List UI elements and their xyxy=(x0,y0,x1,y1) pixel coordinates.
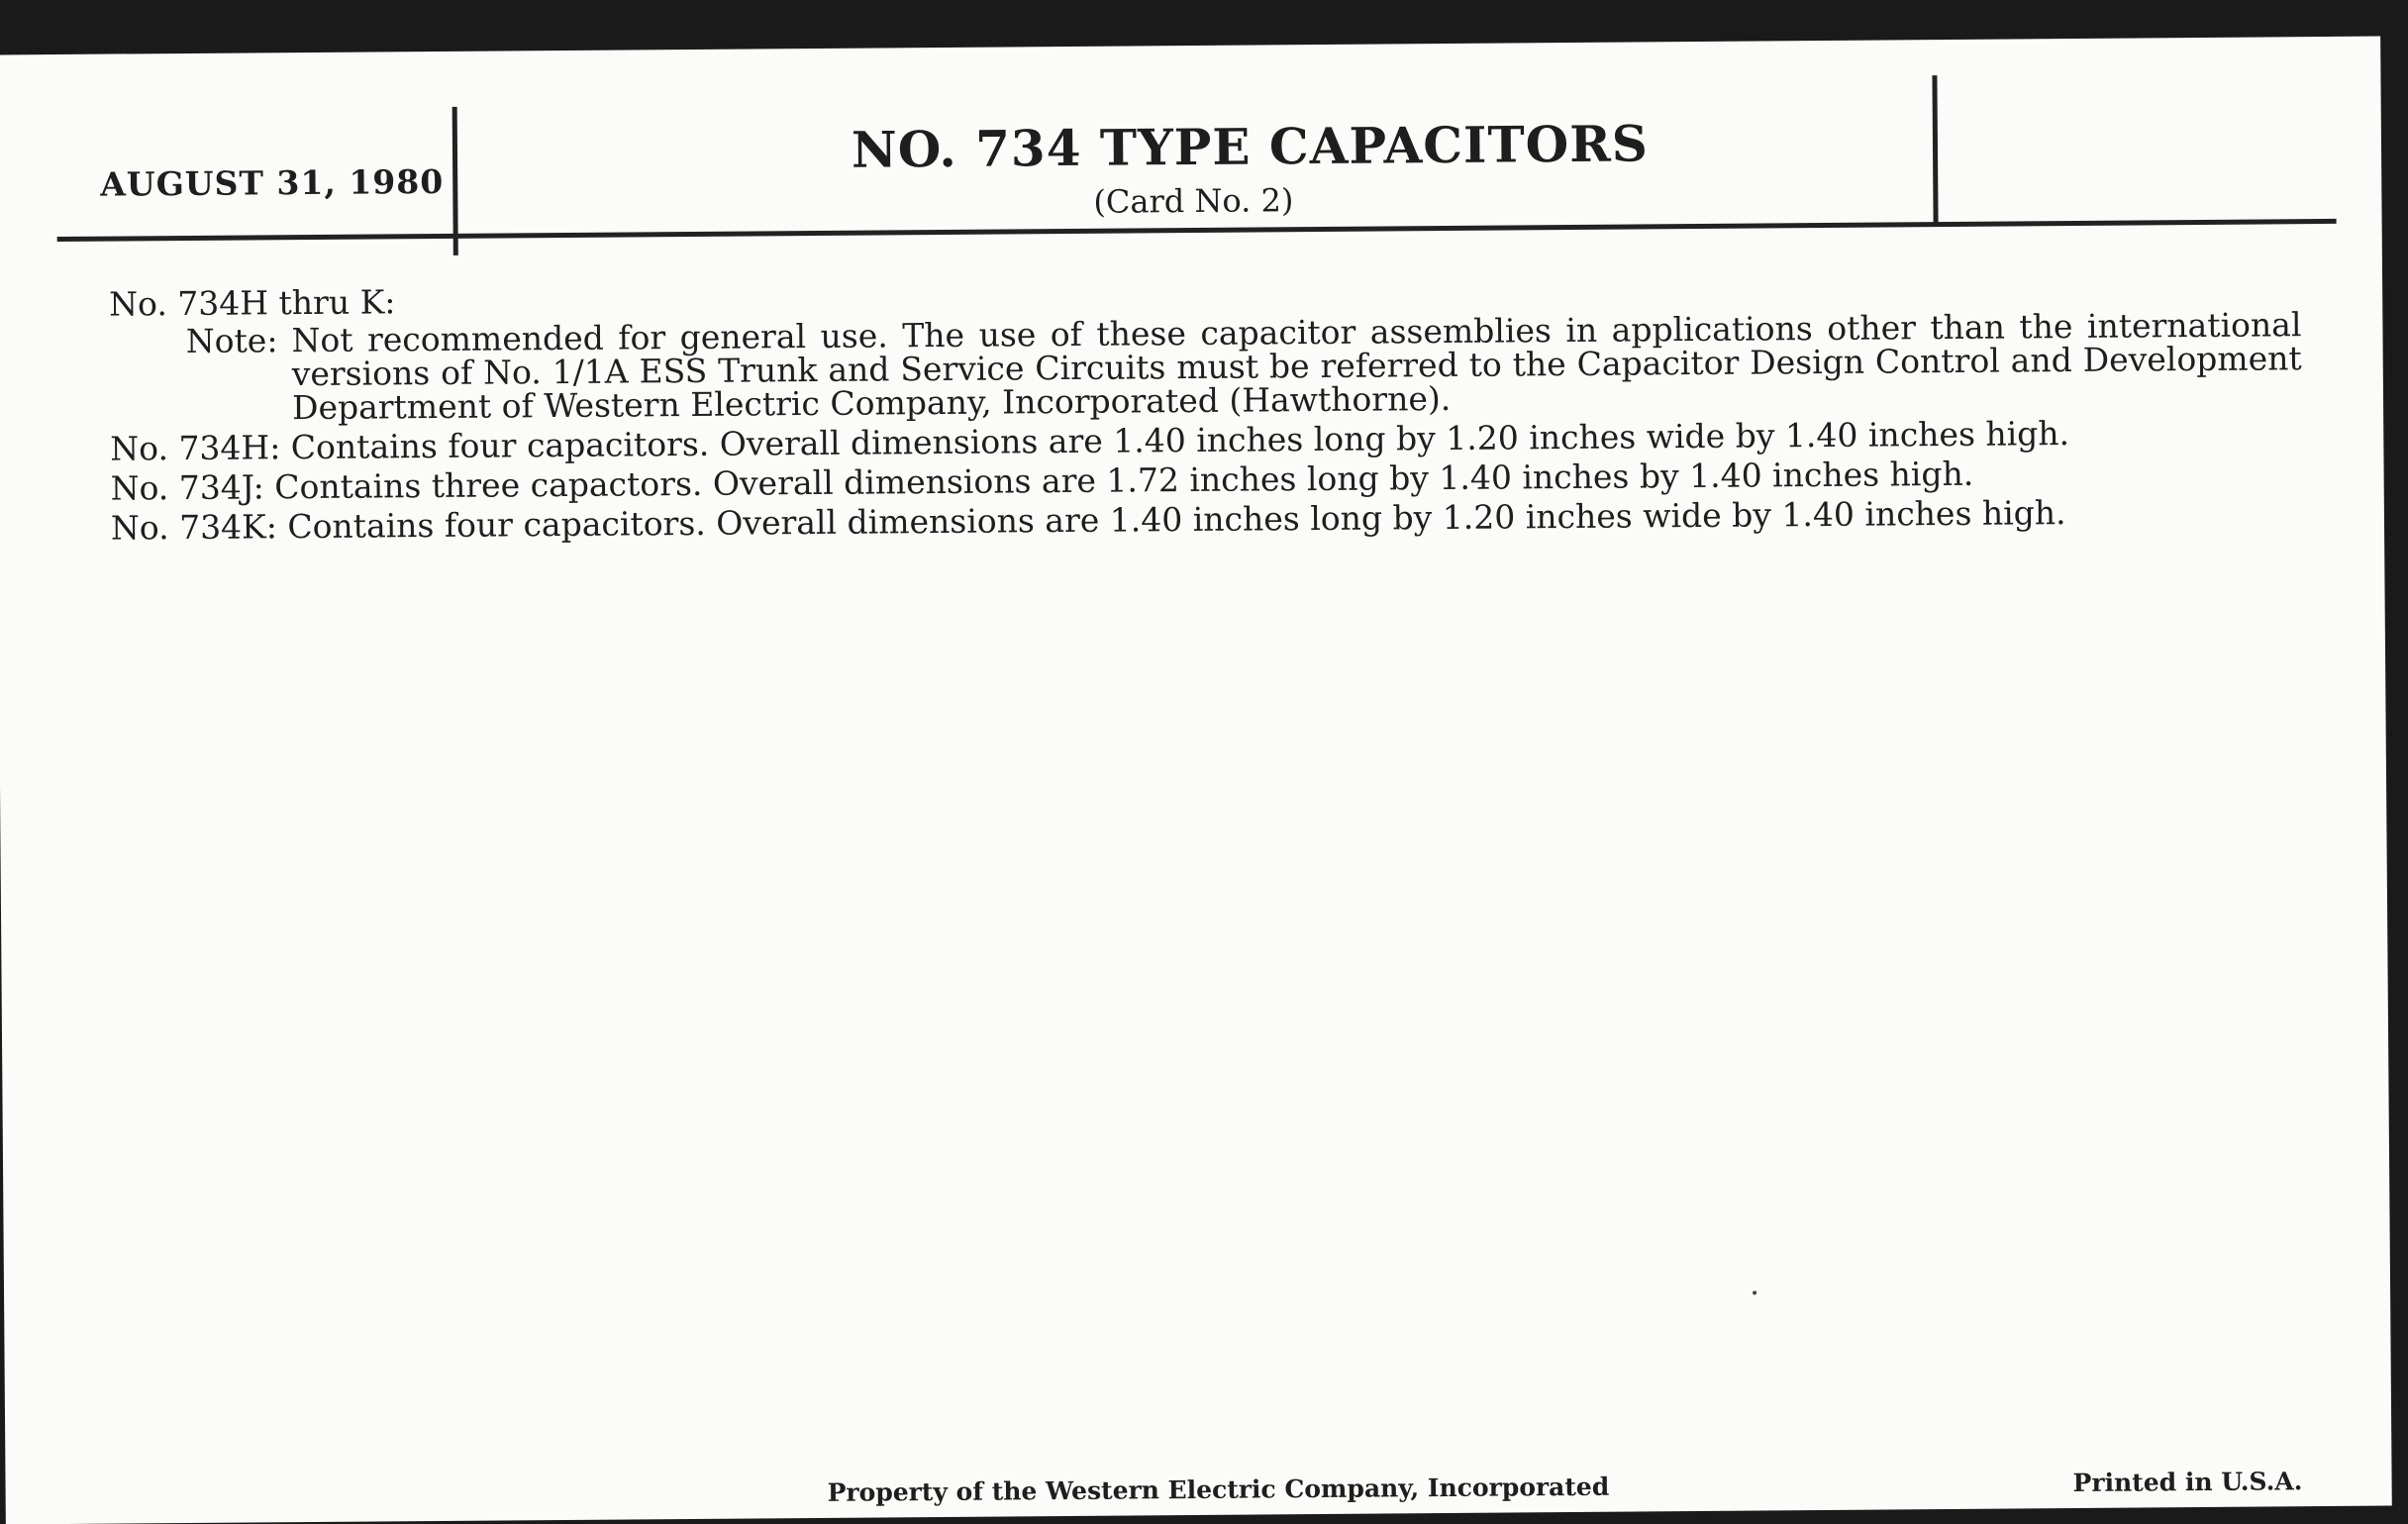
note-block xyxy=(109,305,2318,428)
item-734k: No. 734K: Contains four capacitors. Overall dimensions are 1.40 inches long by 1.20 inches wide by 1.40 inches high. xyxy=(110,493,2066,548)
item-734h: No. 734H: Contains four capacitors. Overall dimensions are 1.40 inches long by 1.20 inches wide by 1.40 inches high. xyxy=(110,414,2070,468)
card-date: AUGUST 31, 1980 xyxy=(100,161,445,204)
note-text: Not recommended for general use. The use of these capacitor assemblies in applications other than the international versions of No. 1/1A ESS Trunk and Service Circuits must be referred to the Capacitor Design Control and Development Department of Western Electric Company, Incorporated (Hawthorne). xyxy=(291,305,2302,428)
card-body xyxy=(109,270,2319,546)
note-label: Note: xyxy=(185,321,278,360)
item-734j: No. 734J: Contains three capactors. Overall dimensions are 1.72 inches long by 1.40 inches by 1.40 inches high. xyxy=(110,454,1974,508)
card-subtitle: (Card No. 2) xyxy=(1093,181,1294,221)
card-title: NO. 734 TYPE CAPACITORS xyxy=(851,114,1650,179)
footer-property: Property of the Western Electric Company, Incorporated xyxy=(827,1472,1610,1507)
header-rule xyxy=(57,219,2337,242)
footer-printed: Printed in U.S.A. xyxy=(2072,1467,2303,1498)
header-divider-right xyxy=(1932,75,1938,226)
section-heading: No. 734H thru K: xyxy=(109,282,396,324)
paper-speck xyxy=(1753,1291,1756,1295)
document-card xyxy=(0,37,2392,1524)
